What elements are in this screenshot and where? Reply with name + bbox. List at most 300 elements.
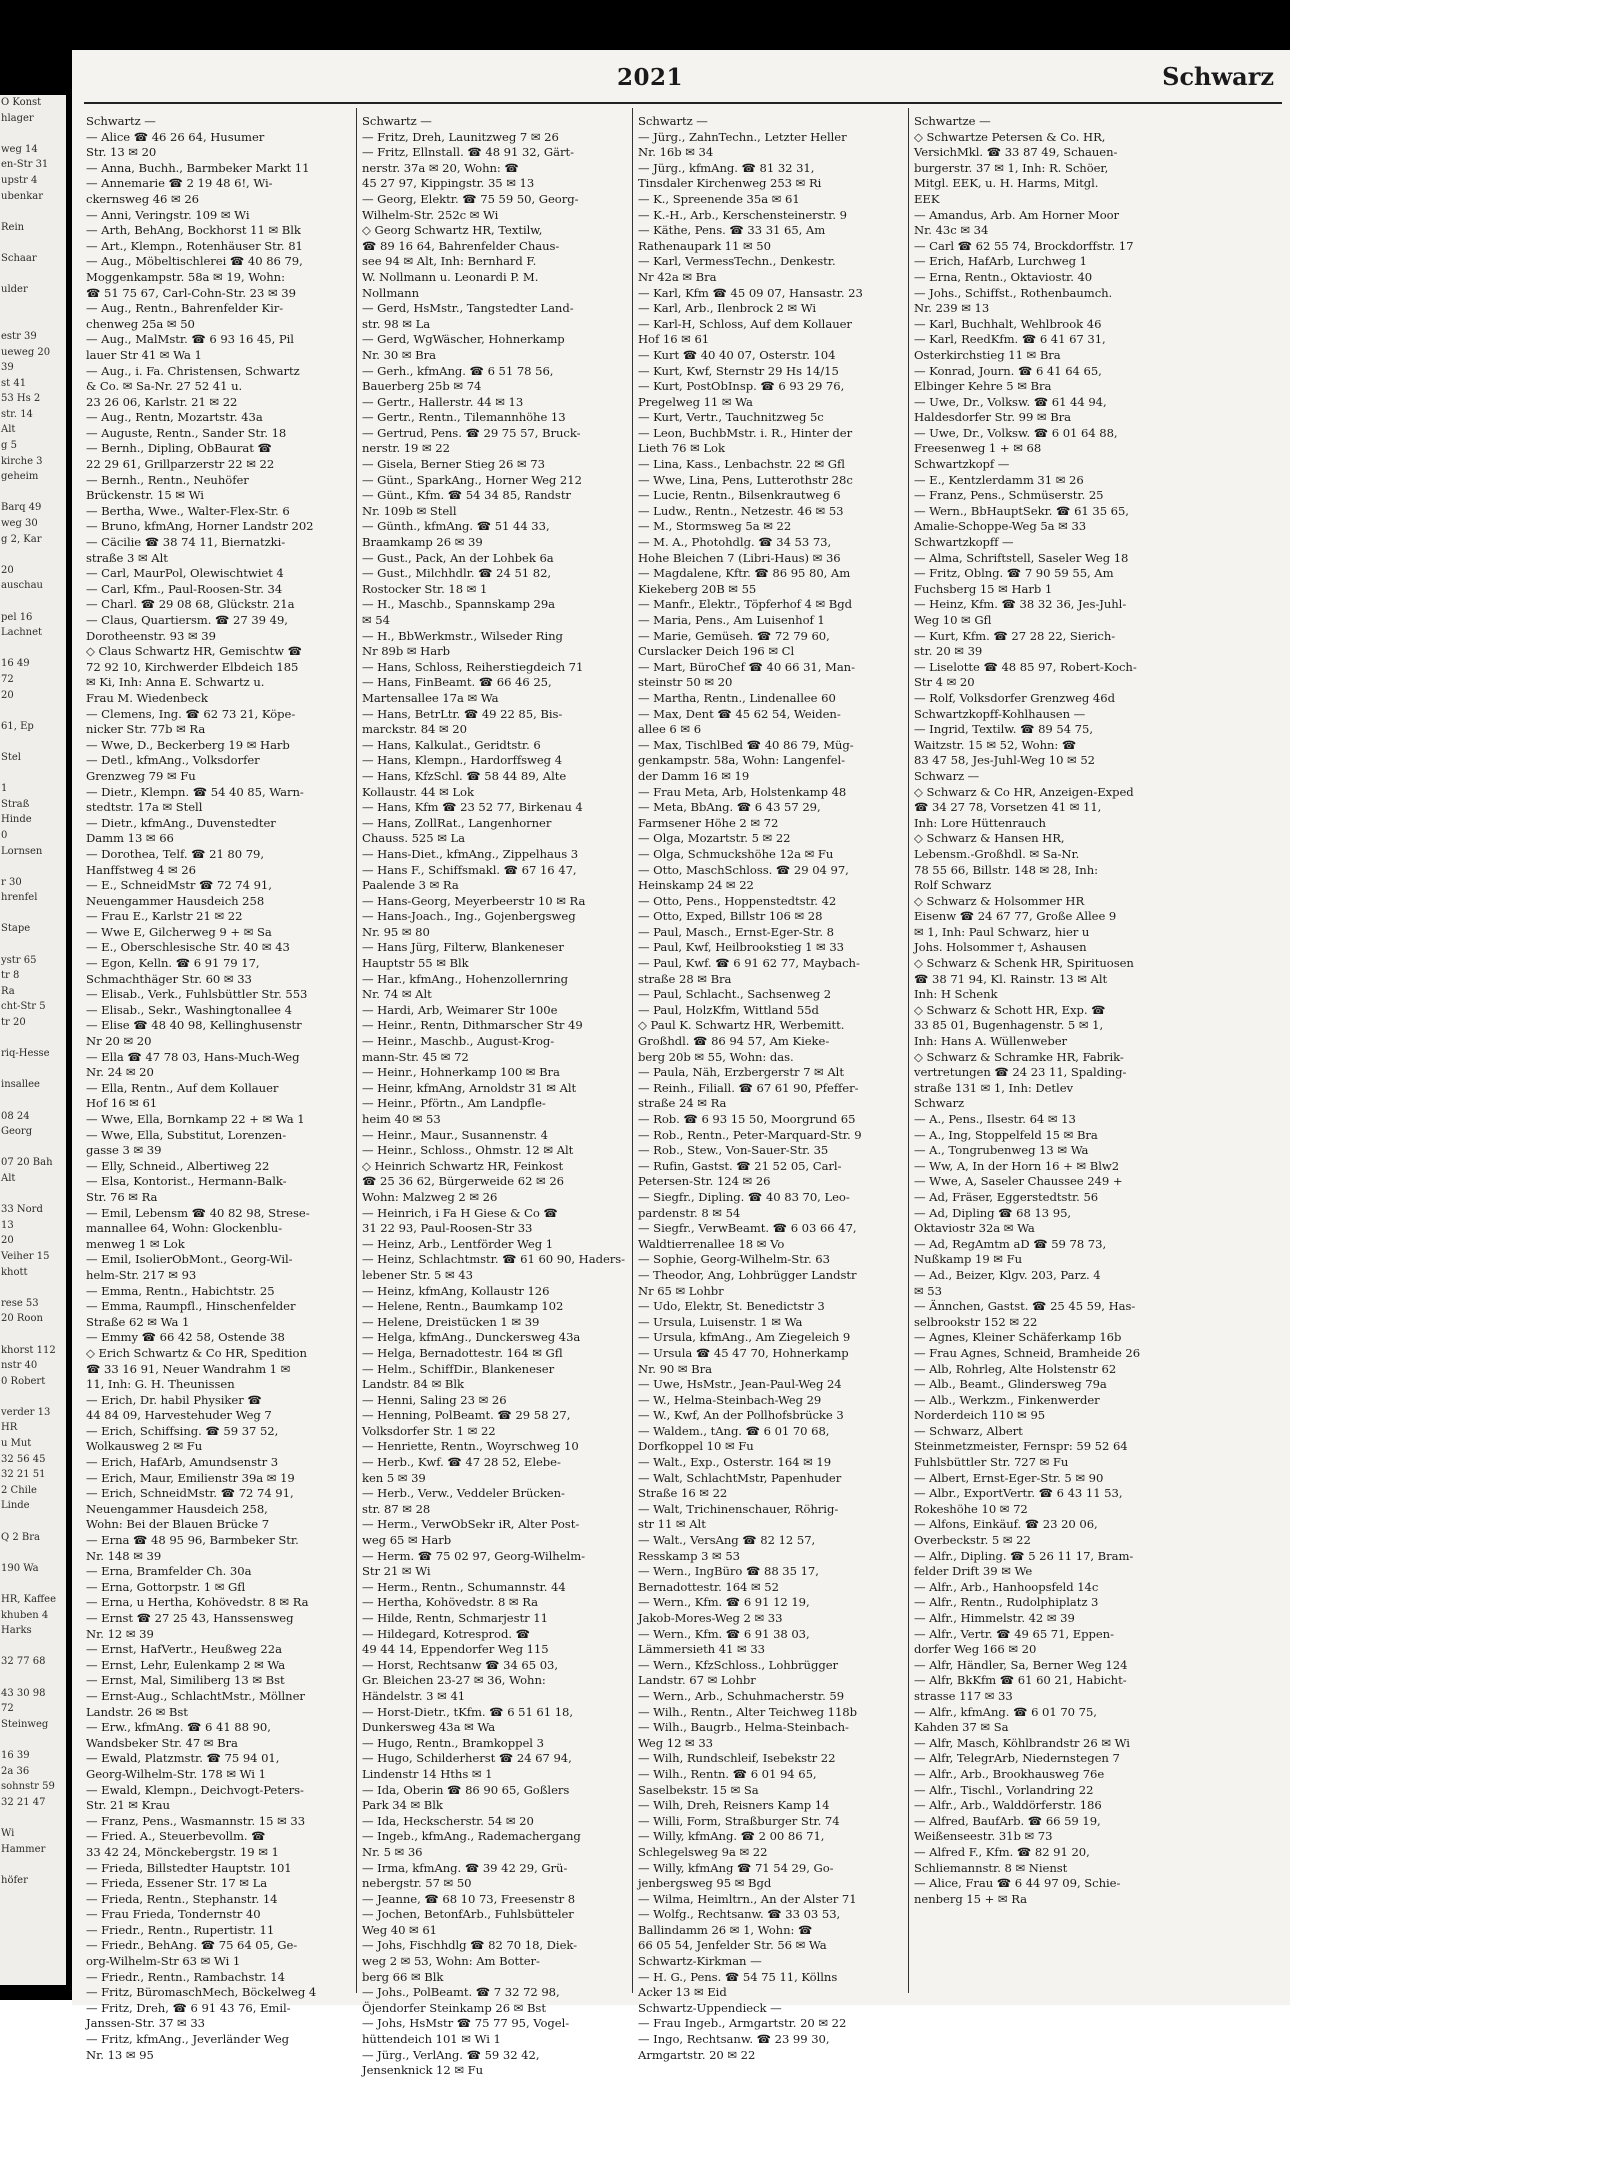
directory-entry: — Herm., Rentn., Schumannstr. 44 [362, 1579, 566, 1594]
directory-entry: Georg-Wilhelm-Str. 178 ✉ Wi 1 [86, 1766, 266, 1781]
directory-entry: — Ursula, kfmAng., Am Ziegeleich 9 [638, 1330, 851, 1345]
directory-entry: — Wilma, Heimltrn., An der Alster 71 [638, 1891, 857, 1906]
previous-page-fragment: Q 2 Bra [1, 1531, 41, 1543]
directory-entry: W. Nollmann u. Leonardi P. M. [362, 269, 539, 284]
directory-entry: Moggenkampstr. 58a ✉ 19, Wohn: [86, 269, 285, 284]
directory-entry: — Wern., Kfm. ☎ 6 91 12 19, [638, 1595, 810, 1610]
directory-entry: — Hans, KfzSchl. ☎ 58 44 89, Alte [362, 768, 567, 783]
directory-entry: — Ursula, Luisenstr. 1 ✉ Wa [638, 1314, 803, 1329]
directory-entry: — Erna, Rentn., Oktaviostr. 40 [914, 269, 1093, 284]
directory-entry: — E., Kentzlerdamm 31 ✉ 26 [914, 472, 1084, 487]
directory-entry: — Otto, Exped, Billstr 106 ✉ 28 [638, 909, 823, 924]
directory-entry: Inh: Hans A. Wüllenweber [914, 1034, 1068, 1049]
directory-entry: 33 42 24, Mönckebergstr. 19 ✉ 1 [86, 1844, 279, 1859]
previous-page-fragment [1, 1280, 66, 1296]
directory-entry: — Ella ☎ 47 78 03, Hans-Much-Weg [86, 1049, 300, 1064]
previous-page-fragment: en-Str 31 [1, 159, 49, 171]
directory-entry: — Anni, Veringstr. 109 ✉ Wi [86, 207, 250, 222]
directory-entry: felder Drift 39 ✉ We [914, 1564, 1033, 1579]
directory-entry: Nr. 13 ✉ 95 [86, 2047, 154, 2062]
directory-entry: — Erich, HafArb, Amundsenstr 3 [86, 1455, 279, 1470]
previous-page-fragment: u Mut [1, 1438, 32, 1450]
previous-page-fragment: Lachnet [1, 627, 43, 639]
directory-entry: — Lucie, Rentn., Bilsenkrautweg 6 [638, 488, 841, 503]
previous-page-fragment: kirche 3 [1, 455, 43, 467]
column-rule [632, 108, 633, 1993]
directory-entry: ◇ Erich Schwartz & Co HR, Spedition [86, 1345, 307, 1360]
previous-page-fragment: 39 [1, 362, 14, 374]
previous-page-fragment [1, 1327, 66, 1343]
directory-entry: — Kurt, Kfm. ☎ 27 28 22, Sierich- [914, 628, 1116, 643]
directory-entry: — Alfr., Rentn., Rudolphiplatz 3 [914, 1595, 1099, 1610]
directory-entry: Elbinger Kehre 5 ✉ Bra [914, 379, 1052, 394]
directory-entry: Park 34 ✉ Blk [362, 1798, 443, 1813]
directory-entry: — Elisab., Sekr., Washingtonallee 4 [86, 1002, 292, 1017]
directory-entry: Händelstr. 3 ✉ 41 [362, 1688, 466, 1703]
directory-entry: — Carl ☎ 62 55 74, Brockdorffstr. 17 [914, 238, 1134, 253]
previous-page-fragment [1, 204, 66, 220]
directory-entry: Großhdl. ☎ 86 94 57, Am Kieke- [638, 1034, 830, 1049]
previous-page-fragment: 08 24 [1, 1110, 30, 1122]
directory-entry: 44 84 09, Harvestehuder Weg 7 [86, 1408, 272, 1423]
directory-entry: — Ernst, HafVertr., Heußweg 22a [86, 1642, 282, 1657]
directory-entry: Weg 40 ✉ 61 [362, 1922, 437, 1937]
directory-entry: — Henni, Saling 23 ✉ 26 [362, 1392, 507, 1407]
directory-entry: — Elise ☎ 48 40 98, Kellinghusenstr [86, 1018, 302, 1033]
directory-entry: straße 131 ✉ 1, Inh: Detlev [914, 1080, 1074, 1095]
directory-entry: lauer Str 41 ✉ Wa 1 [86, 347, 202, 362]
directory-entry: — Johs., PolBeamt. ☎ 7 32 72 98, [362, 1985, 560, 2000]
directory-entry: — Käthe, Pens. ☎ 33 31 65, Am [638, 223, 826, 238]
directory-entry: Steinmetzmeister, Fernspr: 59 52 64 [914, 1439, 1128, 1454]
previous-page-fragment: ueweg 20 [1, 346, 51, 358]
directory-entry: Farmsener Höhe 2 ✉ 72 [638, 815, 779, 830]
previous-page-fragment: 07 20 Bah [1, 1157, 53, 1169]
directory-entry: — Alfr., Arb., Walddörferstr. 186 [914, 1798, 1102, 1813]
directory-entry: vertretungen ☎ 24 23 11, Spalding- [914, 1065, 1127, 1080]
directory-entry: — Gertr., Hallerstr. 44 ✉ 13 [362, 394, 524, 409]
directory-entry: — Heinr., Hohnerkamp 100 ✉ Bra [362, 1065, 560, 1080]
directory-entry: — Ad, Dipling ☎ 68 13 95, [914, 1205, 1072, 1220]
directory-entry: Saselbekstr. 15 ✉ Sa [638, 1782, 759, 1797]
directory-entry: Hof 16 ✉ 61 [86, 1096, 158, 1111]
directory-entry: — M. A., Photohdlg. ☎ 34 53 73, [638, 535, 832, 550]
directory-entry: — Ida, Oberin ☎ 86 90 65, Goßlers [362, 1782, 570, 1797]
previous-page-fragment: insallee [1, 1079, 40, 1091]
previous-page-fragment: 1 [1, 783, 8, 795]
directory-entry: — Günth., kfmAng. ☎ 51 44 33, [362, 519, 550, 534]
directory-entry: — Otto, MaschSchloss. ☎ 29 04 97, [638, 862, 849, 877]
directory-entry: Wohn: Malzweg 2 ✉ 26 [362, 1189, 498, 1204]
directory-entry: — A., Tongrubenweg 13 ✉ Wa [914, 1143, 1089, 1158]
directory-entry: Nr. 148 ✉ 39 [86, 1548, 162, 1563]
directory-entry: — Gerd, WgWäscher, Hohnerkamp [362, 332, 565, 347]
directory-entry: 49 44 14, Eppendorfer Weg 115 [362, 1642, 549, 1657]
directory-entry: berg 66 ✉ Blk [362, 1969, 444, 1984]
previous-page-fragment [1, 267, 66, 283]
directory-entry: — Helene, Rentn., Baumkamp 102 [362, 1299, 564, 1314]
previous-page-fragment: tr 20 [1, 1017, 26, 1029]
directory-entry: — Fritz, Dreh, ☎ 6 91 43 76, Emil- [86, 2000, 291, 2015]
previous-page-fragment [1, 547, 66, 563]
directory-entry: jenbergsweg 95 ✉ Bgd [638, 1876, 772, 1891]
directory-column-1 [86, 114, 358, 2062]
previous-page-fragment: rese 53 [1, 1297, 39, 1309]
directory-page [72, 50, 1290, 2078]
directory-entry: — Maria, Pens., Am Luisenhof 1 [638, 613, 825, 627]
directory-entry: — Siegfr., VerwBeamt. ☎ 6 03 66 47, [638, 1221, 857, 1236]
directory-entry: ◇ Schwarz & Schott HR, Exp. ☎ [914, 1002, 1106, 1017]
directory-entry: str. 98 ✉ La [362, 316, 431, 331]
directory-entry: — Gust., Milchhdlr. ☎ 24 51 82, [362, 566, 552, 581]
directory-entry: Nr. 5 ✉ 36 [362, 1844, 423, 1859]
directory-entry: — Horst-Dietr., tKfm. ☎ 6 51 61 18, [362, 1704, 574, 1719]
directory-entry: Jakob-Mores-Weg 2 ✉ 33 [638, 1611, 783, 1625]
directory-entry: — Ernst ☎ 27 25 43, Hanssensweg [86, 1611, 294, 1625]
directory-entry: — Ad., Beizer, Klgv. 203, Parz. 4 [914, 1267, 1101, 1282]
directory-entry: Hauptstr 55 ✉ Blk [362, 956, 469, 971]
directory-entry: — A., Ing, Stoppelfeld 15 ✉ Bra [914, 1127, 1098, 1142]
previous-page-fragment: verder 13 [1, 1406, 51, 1418]
directory-entry: — Hans Jürg, Filterw, Blankeneser [362, 940, 564, 955]
directory-entry: Amalie-Schoppe-Weg 5a ✉ 33 [914, 519, 1087, 534]
directory-entry: — Erich, Dr. habil Physiker ☎ [86, 1392, 262, 1407]
directory-entry: — Albert, Ernst-Eger-Str. 5 ✉ 90 [914, 1470, 1104, 1485]
previous-page-fragment: Straß [1, 798, 30, 810]
directory-entry: — K.-H., Arb., Kerschensteinerstr. 9 [638, 207, 847, 222]
directory-entry: Nr 89b ✉ Harb [362, 644, 450, 659]
directory-entry: Landstr. 84 ✉ Blk [362, 1377, 464, 1392]
directory-entry: — Helga, Bernadottestr. 164 ✉ Gfl [362, 1345, 563, 1360]
directory-entry: 72 92 10, Kirchwerder Elbdeich 185 [86, 659, 299, 674]
directory-entry: Braamkamp 26 ✉ 39 [362, 535, 483, 550]
previous-page-fragment: ystr 65 [1, 954, 37, 966]
directory-entry: — Herm., VerwObSekr iR, Alter Post- [362, 1517, 580, 1532]
directory-entry: Nr. 16b ✉ 34 [638, 145, 714, 160]
directory-entry: — Wolfg., Rechtsanw. ☎ 33 03 53, [638, 1907, 841, 1922]
directory-entry: Fuhlsbüttler Str. 727 ✉ Fu [914, 1455, 1069, 1470]
directory-entry: 31 22 93, Paul-Roosen-Str 33 [362, 1221, 533, 1236]
directory-entry: — Friedr., Rentn., Rupertistr. 11 [86, 1922, 275, 1937]
previous-page-fragment: 16 49 [1, 658, 30, 670]
directory-entry: — Irma, kfmAng. ☎ 39 42 29, Grü- [362, 1860, 568, 1875]
directory-entry: str. 87 ✉ 28 [362, 1501, 431, 1516]
directory-entry: — Emil, IsolierObMont., Georg-Wil- [86, 1252, 293, 1267]
previous-page-fragment: Stel [1, 751, 21, 763]
directory-entry: — Heinr., Schloss., Ohmstr. 12 ✉ Alt [362, 1143, 574, 1158]
directory-entry: — Bernh., Rentn., Neuhöfer [86, 472, 249, 487]
previous-page-fragment [1, 641, 66, 657]
directory-entry: Schmachthäger Str. 60 ✉ 33 [86, 971, 252, 986]
previous-page-fragment [1, 1514, 66, 1530]
previous-page-fragment [1, 126, 66, 142]
directory-entry: Rokeshöhe 10 ✉ 72 [914, 1501, 1028, 1516]
directory-entry: — Fritz, Oblng. ☎ 7 90 59 55, Am [914, 566, 1114, 581]
directory-entry: — Emma, Raumpfl., Hinschenfelder [86, 1299, 296, 1314]
directory-entry: — Ww, A, In der Horn 16 + ✉ Blw2 [914, 1158, 1120, 1173]
directory-entry: — Johs., Schiffst., Rothenbaumch. [914, 285, 1113, 300]
directory-entry: — Frieda, Essener Str. 17 ✉ La [86, 1876, 268, 1891]
directory-entry: weg 2 ✉ 53, Wohn: Am Botter- [362, 1954, 540, 1969]
previous-page-fragment: Rein [1, 221, 25, 233]
directory-entry: Brückenstr. 15 ✉ Wi [86, 488, 204, 503]
directory-entry: — Karl, ReedKfm. ☎ 6 41 67 31, [914, 332, 1106, 347]
directory-entry: ◇ Schwarz & Hansen HR, [914, 831, 1065, 846]
directory-entry: — Hugo, Rentn., Bramkoppel 3 [362, 1735, 544, 1750]
directory-entry: Nr 42a ✉ Bra [638, 269, 717, 284]
previous-page-fragment: Veiher 15 [1, 1250, 50, 1262]
previous-page-fragment: 43 30 98 [1, 1687, 46, 1699]
directory-entry: — Heinz, kfmAng, Kollaustr 126 [362, 1283, 550, 1298]
directory-entry: — Gerh., kfmAng. ☎ 6 51 78 56, [362, 363, 554, 378]
directory-entry: Rathenaupark 11 ✉ 50 [638, 238, 771, 253]
directory-entry: ✉ 1, Inh: Paul Schwarz, hier u [914, 924, 1090, 939]
directory-entry: Kiekeberg 20B ✉ 55 [638, 581, 757, 596]
directory-entry: — Erna, Gottorpstr. 1 ✉ Gfl [86, 1579, 246, 1594]
directory-entry: Schwartz — [362, 114, 432, 128]
directory-entry: — Hans, ZollRat., Langenhorner [362, 815, 552, 830]
directory-entry: — Heinr, kfmAng, Arnoldstr 31 ✉ Alt [362, 1080, 577, 1095]
directory-entry: — Alfred F., Kfm. ☎ 82 91 20, [914, 1844, 1090, 1859]
directory-entry: — Ännchen, Gastst. ☎ 25 45 59, Has- [914, 1299, 1136, 1314]
directory-entry: — Horst, Rechtsanw ☎ 34 65 03, [362, 1657, 558, 1672]
directory-entry: — Jürg., ZahnTechn., Letzter Heller [638, 129, 847, 144]
directory-entry: — Ewald, Platzmstr. ☎ 75 94 01, [86, 1751, 280, 1766]
directory-entry: — Marie, Gemüseh. ☎ 72 79 60, [638, 628, 830, 643]
directory-entry: — Helga, kfmAng., Dunckersweg 43a [362, 1330, 581, 1345]
directory-entry: ✉ 54 [362, 613, 390, 627]
previous-page-fragment: 0 [1, 829, 8, 841]
directory-entry: Bauerberg 25b ✉ 74 [362, 379, 482, 394]
directory-entry: Weg 10 ✉ Gfl [914, 613, 992, 627]
directory-entry: Frau M. Wiedenbeck [86, 690, 208, 705]
directory-entry: Bernadottestr. 164 ✉ 52 [638, 1579, 779, 1594]
directory-entry: hüttendeich 101 ✉ Wi 1 [362, 2032, 501, 2047]
directory-entry: Armgartstr. 20 ✉ 22 [638, 2047, 756, 2062]
previous-page-fragment: ubenkar [1, 190, 44, 202]
directory-entry: nicker Str. 77b ✉ Ra [86, 722, 206, 737]
directory-entry: — Wilh., Baugrb., Helma-Steinbach- [638, 1720, 849, 1735]
directory-entry: — Aug., Rentn., Bahrenfelder Kir- [86, 301, 284, 316]
directory-entry: — Udo, Elektr, St. Benedictstr 3 [638, 1299, 825, 1314]
directory-entry: & Co. ✉ Sa-Nr. 27 52 41 u. [86, 379, 243, 394]
directory-entry: — Elly, Schneid., Albertiweg 22 [86, 1158, 270, 1173]
previous-page-fragment [1, 1062, 66, 1078]
directory-entry: — Elsa, Kontorist., Hermann-Balk- [86, 1174, 287, 1189]
directory-entry: der Damm 16 ✉ 19 [638, 768, 750, 783]
directory-entry: — Fritz, Ellnstall. ☎ 48 91 32, Gärt- [362, 145, 574, 160]
directory-entry: Schwartz — [86, 114, 156, 128]
directory-entry: Kahden 37 ✉ Sa [914, 1720, 1009, 1735]
previous-page-edge [0, 95, 66, 1985]
directory-entry: — Gertrud, Pens. ☎ 29 75 57, Bruck- [362, 425, 581, 440]
directory-entry: Petersen-Str. 124 ✉ 26 [638, 1174, 771, 1189]
directory-entry: — Alice, Frau ☎ 6 44 97 09, Schie- [914, 1876, 1121, 1891]
directory-entry: Schlegelsweg 9a ✉ 22 [638, 1844, 768, 1859]
directory-entry: — Wern., IngBüro ☎ 88 35 17, [638, 1564, 819, 1579]
directory-entry: — H., Maschb., Spannskamp 29a [362, 597, 556, 612]
directory-entry: — Olga, Schmuckshöhe 12a ✉ Fu [638, 846, 834, 861]
directory-entry: — Bernh., Dipling, ObBaurat ☎ [86, 441, 272, 456]
directory-entry: Schliemannstr. 8 ✉ Nienst [914, 1860, 1068, 1875]
directory-entry: weg 65 ✉ Harb [362, 1533, 452, 1548]
directory-entry: Lämmersieth 41 ✉ 33 [638, 1642, 765, 1657]
directory-entry: — Leon, BuchbMstr. i. R., Hinter der [638, 425, 853, 440]
directory-entry: Chauss. 525 ✉ La [362, 831, 466, 846]
directory-entry: Oktaviostr 32a ✉ Wa [914, 1221, 1035, 1236]
directory-entry: — Annemarie ☎ 2 19 48 6!, Wi- [86, 176, 273, 191]
directory-entry: — Ursula ☎ 45 47 70, Hohnerkamp [638, 1345, 849, 1360]
directory-entry: Dorotheenstr. 93 ✉ 39 [86, 628, 216, 643]
directory-entry: Hof 16 ✉ 61 [638, 332, 710, 347]
previous-page-fragment: Alt [1, 424, 16, 436]
directory-column-4 [914, 114, 1186, 1994]
previous-page-fragment: 2a 36 [1, 1765, 30, 1777]
directory-entry: — Alfr., Arb., Brookhausweg 76e [914, 1766, 1105, 1781]
directory-entry: ◇ Schwarz & Schenk HR, Spirituosen [914, 956, 1134, 971]
directory-entry: — Frau E., Karlstr 21 ✉ 22 [86, 909, 243, 924]
directory-entry: — Ernst, Mal, Similiberg 13 ✉ Bst [86, 1673, 285, 1688]
directory-entry: genkampstr. 58a, Wohn: Langenfel- [638, 753, 845, 768]
directory-entry: Wolkausweg 2 ✉ Fu [86, 1439, 203, 1454]
directory-entry: Tinsdaler Kirchenweg 253 ✉ Ri [638, 176, 822, 191]
previous-page-fragment: geheim [1, 471, 39, 483]
directory-entry: ☎ 38 71 94, Kl. Rainstr. 13 ✉ Alt [914, 971, 1108, 986]
directory-entry: — Günt., SparkAng., Horner Weg 212 [362, 472, 582, 487]
directory-entry: Waitzstr. 15 ✉ 52, Wohn: ☎ [914, 737, 1077, 752]
directory-entry: — Dietr., Klempn. ☎ 54 40 85, Warn- [86, 784, 304, 799]
directory-column-3 [638, 114, 910, 2062]
directory-entry: Rolf Schwarz [914, 878, 992, 893]
directory-entry: — Dorothea, Telf. ☎ 21 80 79, [86, 846, 264, 861]
previous-page-fragment: Harks [1, 1625, 32, 1637]
directory-entry: — Siegfr., Dipling. ☎ 40 83 70, Leo- [638, 1189, 850, 1204]
directory-entry: nerstr. 37a ✉ 20, Wohn: ☎ [362, 160, 519, 175]
directory-entry: Schwartz-Uppendieck — [638, 2000, 782, 2015]
directory-entry: heim 40 ✉ 53 [362, 1112, 441, 1126]
directory-entry: — Heinz, Schlachtmstr. ☎ 61 60 90, Haders- [362, 1252, 626, 1267]
directory-entry: ✉ Ki, Inh: Anna E. Schwartz u. [86, 675, 265, 690]
directory-entry: Norderdeich 110 ✉ 95 [914, 1408, 1046, 1423]
previous-page-fragment [1, 594, 66, 610]
directory-entry: Johs. Holsommer †, Ashausen [914, 940, 1087, 955]
previous-page-fragment: khuben 4 [1, 1609, 49, 1621]
directory-entry: Nr. 30 ✉ Bra [362, 347, 436, 362]
previous-page-fragment: Steinweg [1, 1718, 49, 1730]
directory-entry: Lieth 76 ✉ Lok [638, 441, 725, 456]
directory-entry: marckstr. 84 ✉ 20 [362, 722, 467, 737]
directory-entry: — Wern., KfzSchloss., Lohbrügger [638, 1657, 839, 1672]
previous-page-fragment: Lornsen [1, 845, 43, 857]
previous-page-fragment: 16 39 [1, 1749, 30, 1761]
directory-entry: — Emmy ☎ 66 42 58, Ostende 38 [86, 1330, 285, 1345]
directory-entry: — Alb., Werkzm., Finkenwerder [914, 1392, 1100, 1407]
directory-entry: menweg 1 ✉ Lok [86, 1236, 185, 1251]
directory-entry: — Karl, VermessTechn., Denkestr. [638, 254, 836, 269]
previous-page-fragment: Linde [1, 1500, 30, 1512]
directory-entry: Hanffstweg 4 ✉ 26 [86, 862, 196, 877]
directory-entry: Dorfkoppel 10 ✉ Fu [638, 1439, 754, 1454]
directory-entry: str. 20 ✉ 39 [914, 644, 983, 659]
directory-entry: — Erw., kfmAng. ☎ 6 41 88 90, [86, 1720, 271, 1735]
directory-entry: selbrookstr 152 ✉ 22 [914, 1314, 1038, 1329]
directory-entry: — Ewald, Klempn., Deichvogt-Peters- [86, 1782, 304, 1797]
directory-entry: — Friedr., BehAng. ☎ 75 64 05, Ge- [86, 1938, 298, 1953]
directory-entry: — Gerd, HsMstr., Tangstedter Land- [362, 301, 574, 316]
directory-entry: — Paul, Kwf. ☎ 6 91 62 77, Maybach- [638, 956, 860, 971]
directory-entry: Str. 13 ✉ 20 [86, 145, 157, 160]
directory-entry: Schwartz — [638, 114, 708, 128]
directory-entry: Fuchsberg 15 ✉ Harb 1 [914, 581, 1053, 596]
directory-entry: Nr. 24 ✉ 20 [86, 1065, 154, 1080]
directory-entry: Nr 65 ✉ Lohbr [638, 1283, 724, 1298]
previous-page-fragment: Hinde [1, 814, 32, 826]
previous-page-fragment: upstr 4 [1, 174, 38, 186]
directory-entry: — Alfr., Tischl., Vorlandring 22 [914, 1782, 1094, 1797]
directory-entry: — Heinr., Pförtn., Am Landpfle- [362, 1096, 546, 1111]
directory-entry: Waldtierrenallee 18 ✉ Vo [638, 1236, 785, 1251]
directory-entry: — Hans, Kalkulat., Geridtstr. 6 [362, 737, 541, 752]
previous-page-fragment: g 2, Kar [1, 533, 42, 545]
directory-entry: — E., SchneidMstr ☎ 72 74 91, [86, 878, 272, 893]
directory-entry: ☎ 51 75 67, Carl-Cohn-Str. 23 ✉ 39 [86, 285, 296, 300]
directory-entry: Acker 13 ✉ Eid [638, 1985, 727, 2000]
directory-entry: — Liselotte ☎ 48 85 97, Robert-Koch- [914, 659, 1137, 674]
directory-entry: — Alfr., Dipling. ☎ 5 26 11 17, Bram- [914, 1548, 1134, 1563]
directory-entry: — Alb., Beamt., Glindersweg 79a [914, 1377, 1107, 1392]
directory-entry: Osterkirchstieg 11 ✉ Bra [914, 347, 1061, 362]
directory-entry: ◇ Schwarz & Co HR, Anzeigen-Exped [914, 784, 1134, 799]
directory-entry: Schwartze — [914, 114, 991, 128]
directory-entry: — Otto, Pens., Hoppenstedtstr. 42 [638, 893, 837, 908]
previous-page-fragment: 13 [1, 1219, 14, 1231]
directory-entry: — Rolf, Volksdorfer Grenzweg 46d [914, 690, 1115, 705]
directory-entry: Eisenw ☎ 24 67 77, Große Allee 9 [914, 909, 1117, 924]
directory-entry: — Paula, Näh, Erzbergerstr 7 ✉ Alt [638, 1065, 844, 1080]
directory-entry: Schwarz [914, 1096, 965, 1111]
directory-entry: — Frau Meta, Arb, Holstenkamp 48 [638, 784, 847, 799]
directory-entry: steinstr 50 ✉ 20 [638, 675, 733, 690]
directory-entry: — Alfons, Einkäuf. ☎ 23 20 06, [914, 1517, 1098, 1532]
directory-entry: — Heinz, Arb., Lentförder Weg 1 [362, 1236, 554, 1251]
directory-entry: — Wilh, Dreh, Reisners Kamp 14 [638, 1798, 830, 1813]
directory-entry: berg 20b ✉ 55, Wohn: das. [638, 1049, 794, 1064]
directory-entry: Martensallee 17a ✉ Wa [362, 690, 499, 705]
directory-entry: — Auguste, Rentn., Sander Str. 18 [86, 425, 287, 440]
directory-entry: — Gertr., Rentn., Tilemannhöhe 13 [362, 410, 566, 425]
directory-entry: Lebensm.-Großhdl. ✉ Sa-Nr. [914, 846, 1080, 861]
previous-page-fragment [1, 1031, 66, 1047]
directory-entry: — Ida, Heckscherstr. 54 ✉ 20 [362, 1813, 534, 1828]
directory-entry: — Reinh., Filiall. ☎ 67 61 90, Pfeffer- [638, 1080, 859, 1095]
directory-entry: — Fritz, BüromaschMech, Böckelweg 4 [86, 1985, 317, 2000]
directory-entry: Gr. Bleichen 23-27 ✉ 36, Wohn: [362, 1673, 546, 1688]
previous-page-fragment [1, 235, 66, 251]
previous-page-fragment [1, 1639, 66, 1655]
directory-entry: — Johs, HsMstr ☎ 75 77 95, Vogel- [362, 2016, 570, 2031]
directory-entry: ☎ 89 16 64, Bahrenfelder Chaus- [362, 238, 560, 253]
directory-entry: — Walt, Trichinenschauer, Röhrig- [638, 1501, 839, 1516]
directory-entry: — Gisela, Berner Stieg 26 ✉ 73 [362, 457, 545, 472]
directory-entry: — Clemens, Ing. ☎ 62 73 21, Köpe- [86, 706, 296, 721]
directory-entry: — Erich, Maur, Emilienstr 39a ✉ 19 [86, 1470, 295, 1485]
directory-entry: — Alfr, Masch, Köhlbrandstr 26 ✉ Wi [914, 1735, 1130, 1750]
directory-entry: — Alfr, Händler, Sa, Berner Weg 124 [914, 1657, 1128, 1672]
previous-page-fragment: cht-Str 5 [1, 1001, 46, 1013]
previous-page-fragment: 20 [1, 1235, 14, 1247]
previous-page-fragment [1, 1732, 66, 1748]
directory-entry: — Hans, BetrLtr. ☎ 49 22 85, Bis- [362, 706, 563, 721]
